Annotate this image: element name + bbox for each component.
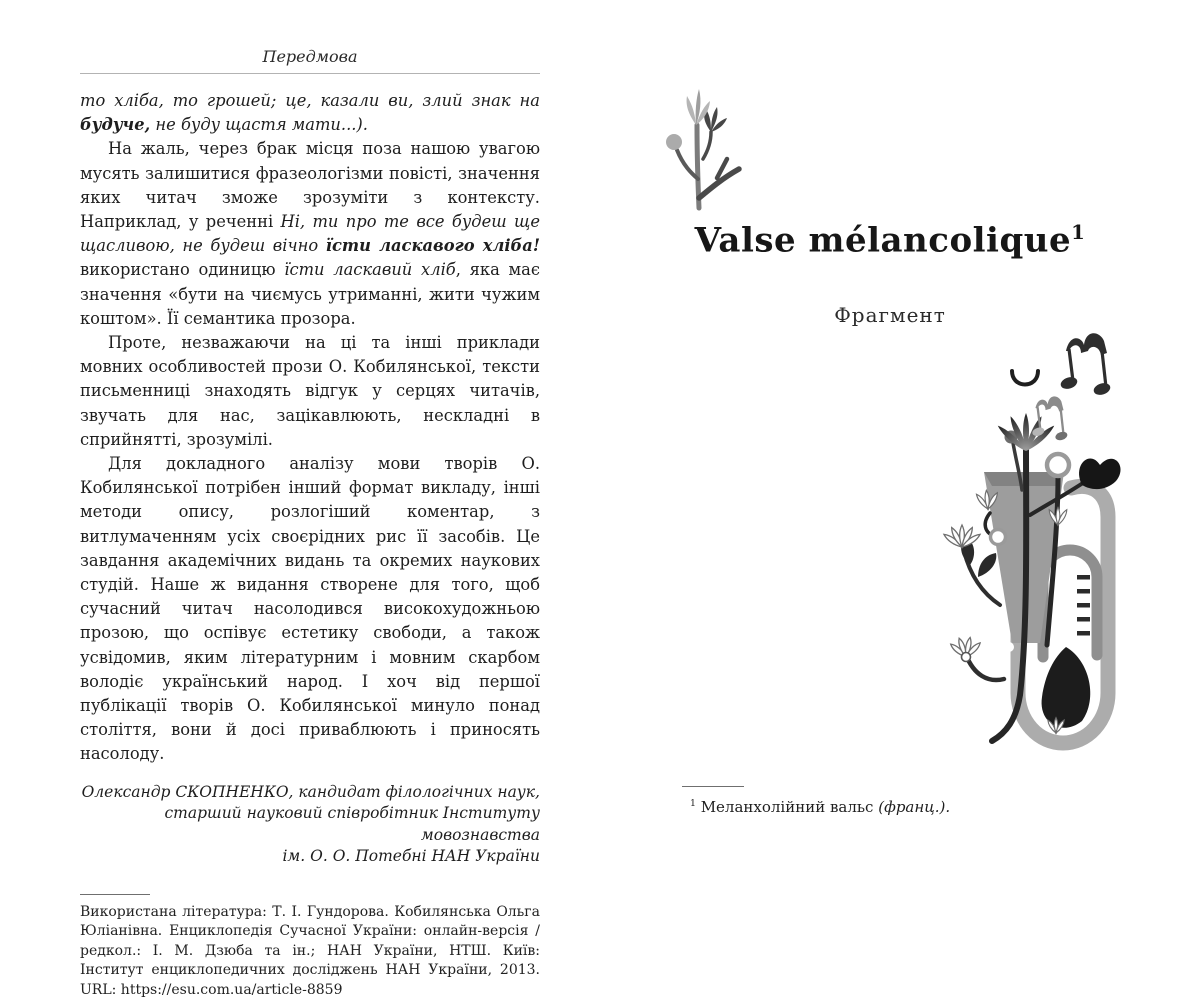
paragraph-quote (80, 89, 540, 137)
music-note-pair-small (1031, 396, 1068, 441)
flower-branch-illustration (653, 80, 748, 210)
paragraph-conclusion: Для докладного аналізу мови творів О. Кобилянської потрібен інший формат викладу, інші методи опису, розлогіший коментар, з витлумаченням усіх своєрідних рис її засобів. Це завдання академічних видань та окремих наукових студій. Наше ж видання створене для того, щоб сучасний читач насолодився високохудожньою прозою, що оспівує естетику свободи, а також усвідомив, яким літературним і мовним скарбом володіє український народ. І хоч від першої публікації творів О. Кобилянської минуло понад століття, вони й досі приваблюють і приносять насолоду. (80, 454, 540, 764)
footnote-divider (682, 786, 744, 787)
paragraph-phraseology (80, 137, 540, 331)
running-head: Передмова (80, 47, 540, 74)
signature-line: Олександр СКОПНЕНКО, кандидат філологічних наук, (81, 782, 540, 801)
footnote-language-label: (франц.). (878, 798, 951, 816)
body-text-run: використано одиницю (80, 260, 285, 280)
footnote-text: Використана література: Т. І. Гундорова. Кобилянська Ольга Юліанівна. Енциклопедія Сучасної України: онлайн-версія / редкол.: І. М. Дзюба та ін.; НАН України, НТШ. Київ: Інститут енциклопедичних досліджень НАН України, 2013. URL: https://esu.com.ua/article-8859 (80, 903, 540, 999)
left-page (80, 47, 540, 1001)
signature-line: старший науковий співробітник Інституту мовознавства (164, 804, 540, 844)
preface-body (80, 89, 540, 767)
chapter-title (650, 220, 1130, 260)
footnote-marker: 1 (690, 798, 696, 809)
quote-emphasis: будуче, (80, 115, 151, 135)
body-text-run: На жаль, через брак місця поза нашою увагою мусять залишитися фразеологізми повісті, значення яких читач зможе зрозуміти з контексту. Наприклад, у реченні (80, 139, 540, 232)
translation-footnote (682, 794, 1102, 817)
example-idiom-bold: їсти ласкавого хліба! (325, 236, 541, 256)
body-text-run: , яка має значення «бути на чиємусь утриманні, жити чужим коштом». Її семантика прозора. (80, 260, 540, 328)
chapter-title-text: Valse mélancolique (694, 220, 1072, 261)
signature-line: ім. О. О. Потебні НАН України (282, 847, 540, 866)
example-sentence: Ні, ти про те все будеш ще щасливою, не будеш вічно (80, 212, 540, 256)
quote-text-end: не буду щастя мати...). (150, 115, 368, 135)
paragraph-reception: Проте, незважаючи на ці та інші приклади мовних особливостей прози О. Кобилянської, тексти письменниці знаходять відгук у серцях читачів, звучать для нас, зацікавлюють, нескладні в сприйнятті, зрозумілі. (80, 333, 540, 449)
idiom-italic: їсти ласкавий хліб (284, 260, 456, 280)
footnote-text: Меланхолійний вальс (695, 798, 879, 816)
quote-text: то хліба, то грошей; це, казали ви, злий знак на (80, 91, 540, 110)
music-note-pair-large (1059, 333, 1112, 397)
chapter-subtitle: Фрагмент (834, 303, 946, 327)
tuba-bouquet-illustration (930, 325, 1130, 765)
bibliography-footnote (80, 894, 540, 1001)
smile-curve (1012, 371, 1038, 385)
footnote-reference-marker: 1 (1071, 220, 1086, 244)
footnote-divider (80, 894, 150, 895)
right-page (650, 0, 1130, 900)
author-signature (80, 782, 540, 868)
